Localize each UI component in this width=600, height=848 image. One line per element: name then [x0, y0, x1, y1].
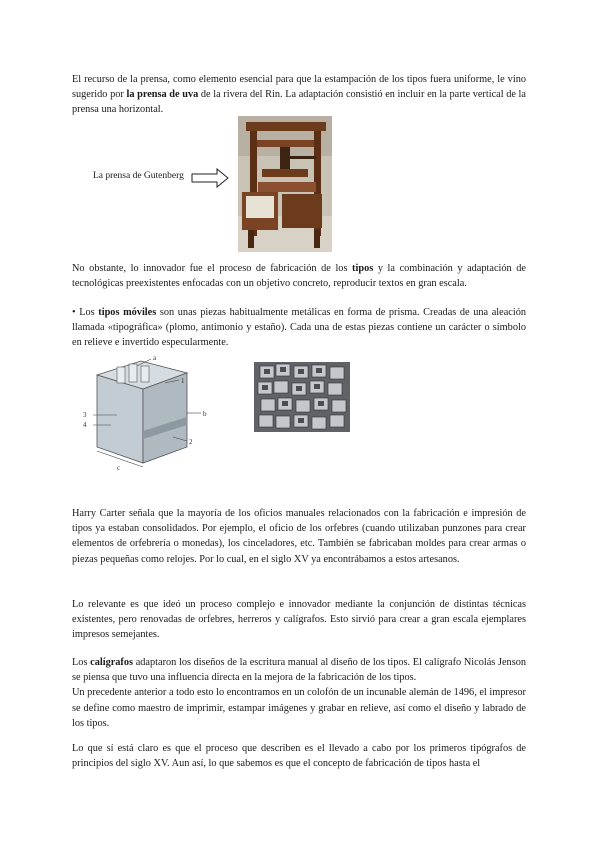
text: Los: [72, 657, 91, 668]
gutenberg-press-image: [238, 116, 332, 252]
bold-term: tipos móviles: [98, 307, 157, 318]
bold-term: tipos: [352, 263, 374, 274]
label-c: c: [117, 464, 121, 472]
metal-types-photo: [254, 362, 350, 432]
bold-term: la prensa de uva: [126, 89, 199, 101]
text: El recurso de la prensa, como elemento esencial para que la estampación de los tipos fuera uniforme, le vino sugerido por: [72, 74, 526, 101]
text: No obstante, lo innovador fue el proceso de fabricación de los: [72, 263, 353, 274]
paragraph-conclusion: Lo que sí está claro es que el proceso que describen es el llevado a cabo por los primeros tipógrafos de principios del siglo XV. Aun así, lo que sabemos es que el concepto de fabricación de tipos hasta el: [72, 743, 526, 770]
press-caption: La prensa de Gutenberg: [93, 171, 184, 181]
label-3: 3: [83, 411, 87, 419]
text: son unas piezas habitualmente metálicas en forma de prisma. Creadas de una aleación llamada «tipográfica» (plomo, antimonio y estaño). Cada una de estas piezas contiene un carácter o símbolo en relieve e invertido especularmente.: [72, 307, 527, 349]
label-2: 2: [189, 438, 193, 446]
paragraph-prensa: [72, 72, 526, 118]
type-piece-diagram: [77, 353, 222, 478]
text: y la combinación y adaptación de tecnológicas preexistentes enfocadas con un objetivo concreto, reproducir textos en gran escala.: [72, 263, 526, 290]
label-a: a: [153, 354, 157, 362]
bold-term: calígrafos: [90, 657, 134, 668]
label-b: b: [203, 410, 207, 418]
paragraph-relevante: Lo relevante es que ideó un proceso complejo e innovador mediante la conjunción de distintas técnicas existentes, pero renovadas de orfebres, herreros y calígrafos. Esto sirvió para crear a gran escala ejemplares impresos semejantes.: [72, 599, 526, 641]
label-4: 4: [83, 421, 87, 429]
text: adaptaron los diseños de la escritura manual al diseño de los tipos. El calígrafo Nicolás Jenson se piensa que tuvo una influencia directa en la mejora de la fabricación de los tipos.: [72, 657, 526, 684]
arrow-right-icon: [191, 168, 229, 188]
paragraph-harry-carter: Harry Carter señala que la mayoría de los oficios manuales relacionados con la fabricación e impresión de tipos ya estaban consolidados. Por ejemplo, el oficio de los orfebres (cuando utilizaban punzones para crear elementos de orfebrería o monedas), los cinceladores, etc. También se fabricaban moldes para crear armas o piezas pequeñas como relojes. Por lo cual, en el siglo XV ya encontrábamos a estos artesanos.: [72, 508, 526, 565]
paragraph-tipos-moviles: [72, 305, 526, 351]
text: Un precedente anterior a todo esto lo encontramos en un colofón de un incunable alemán de 1496, el impresor se define como maestro de imprimir, estampar imágenes y grabar en relieve, así como el diseño y labrado de los tipos.: [72, 687, 526, 729]
paragraph-innovacion: [72, 261, 526, 291]
label-1: 1: [181, 377, 185, 385]
text: de la rivera del Rin. La adaptación consistió en incluir en la parte vertical de la prensa una horizontal.: [72, 89, 526, 116]
paragraph-caligrafos: [72, 655, 526, 731]
text: • Los: [72, 307, 99, 318]
